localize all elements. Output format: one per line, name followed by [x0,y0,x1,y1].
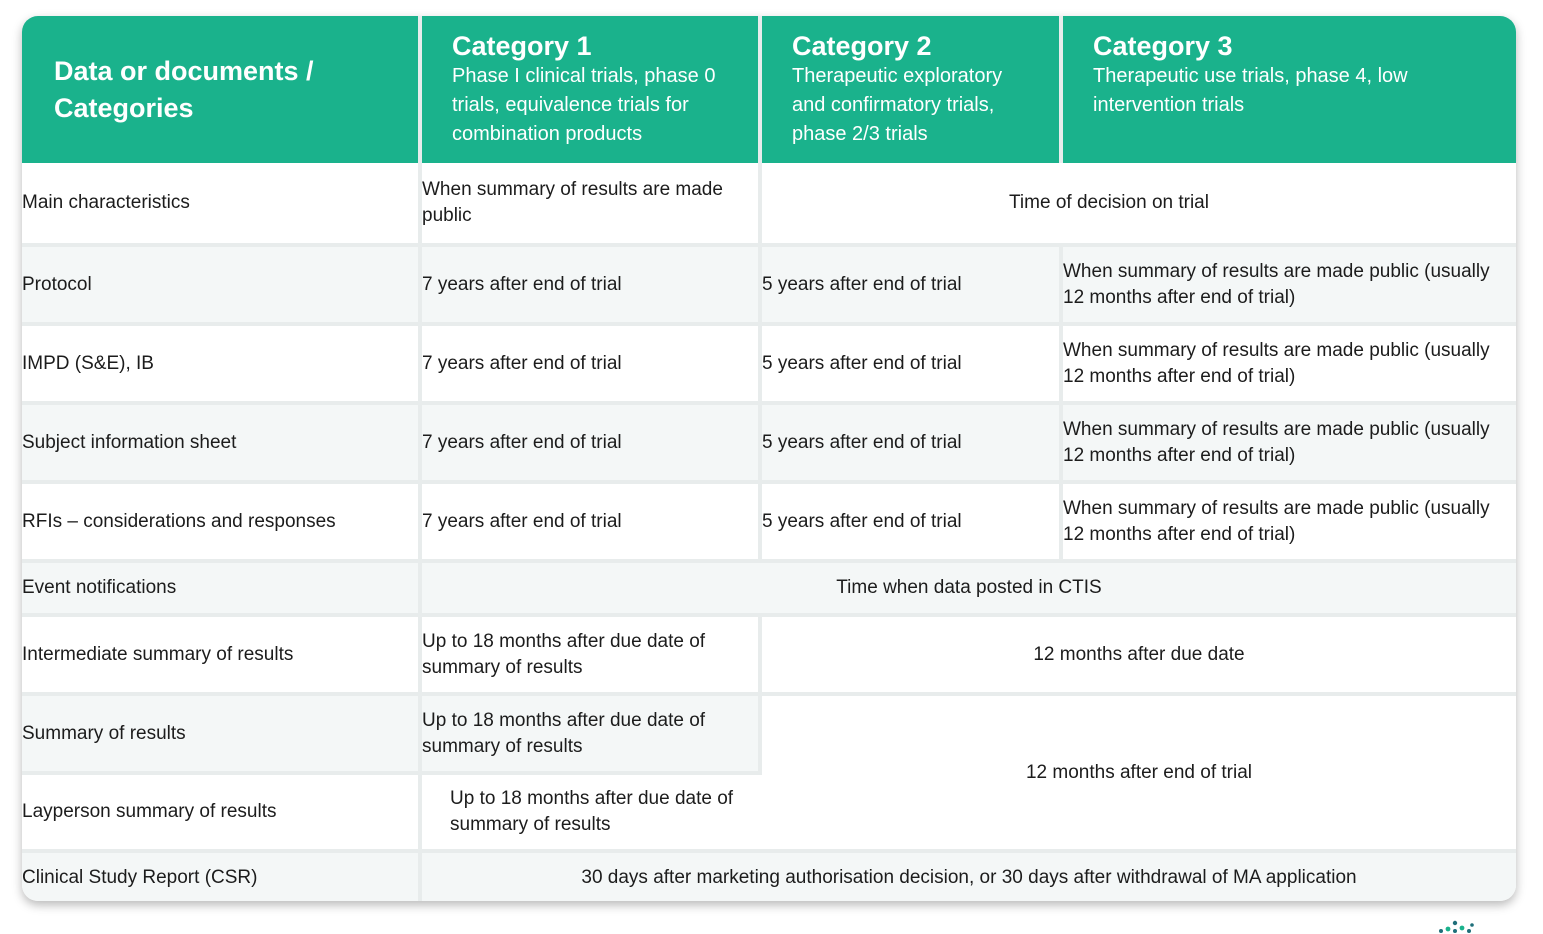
table-row-protocol [22,245,1516,324]
cell-cat23 [760,163,1516,245]
cell-cat1: 7 years after end of trial [420,324,760,403]
cell-cat3: When summary of results are made public (usually 12 months after end of trial) [1061,482,1516,561]
row-label: Layperson summary of results [22,773,420,851]
retention-table-card [22,16,1516,901]
cell-cat2: 5 years after end of trial [760,245,1061,324]
row-label: IMPD (S&E), IB [22,324,420,403]
table-row-main-characteristics [22,163,1516,245]
header-category-3 [1061,16,1516,163]
cell-cat23-merged: 12 months after end of trial [760,694,1516,851]
row-label: Event notifications [22,561,420,615]
cell-cat1: Up to 18 months after due date of summary of results [420,615,760,694]
category-3-title: Category 3 [1093,31,1233,61]
publication-timing-table [22,16,1516,901]
cell-cat1: 7 years after end of trial [420,403,760,482]
row-label: Intermediate summary of results [22,615,420,694]
cell-all-categories: 30 days after marketing authorisation decision, or 30 days after withdrawal of MA application [420,851,1516,901]
category-2-subtitle: Therapeutic exploratory and confirmatory trials, phase 2/3 trials [792,65,1003,145]
table-row-event-notifications [22,561,1516,615]
category-3-subtitle: Therapeutic use trials, phase 4, low intervention trials [1093,65,1408,116]
cell-cat1: Up to 18 months after due date of summary of results [420,694,760,773]
cell-all-categories: Time when data posted in CTIS [420,561,1516,615]
cell-cat1: When summary of results are made public [420,163,760,245]
table-row-impd [22,324,1516,403]
row-label: Protocol [22,245,420,324]
cell-cat2: 5 years after end of trial [760,324,1061,403]
category-2-title: Category 2 [792,31,932,61]
table-row-subject-information [22,403,1516,482]
table-row-csr [22,851,1516,901]
header-categories-label [22,16,420,163]
cell-cat23: 12 months after due date [760,615,1516,694]
row-label: Subject information sheet [22,403,420,482]
cell-cat1: 7 years after end of trial [420,245,760,324]
table-row-summary-of-results [22,694,1516,773]
cell-cat2: 5 years after end of trial [760,482,1061,561]
cell-cat3: When summary of results are made public (usually 12 months after end of trial) [1061,245,1516,324]
row-label: Clinical Study Report (CSR) [22,851,420,901]
table-header-row [22,16,1516,163]
row-label: Main characteristics [22,163,420,245]
dots-logo-icon [1438,918,1478,934]
cell-cat3: When summary of results are made public (usually 12 months after end of trial) [1061,324,1516,403]
cell-cat1: Up to 18 months after due date of summary of results [420,773,760,851]
header-category-2 [760,16,1061,163]
table-row-rfis [22,482,1516,561]
row-label: Summary of results [22,694,420,773]
header-col0-text: Data or documents / Categories [54,55,314,123]
category-1-title: Category 1 [452,31,592,61]
cell-cat2: 5 years after end of trial [760,403,1061,482]
cell-cat3: When summary of results are made public (usually 12 months after end of trial) [1061,403,1516,482]
table-row-intermediate-summary [22,615,1516,694]
category-1-subtitle: Phase I clinical trials, phase 0 trials, equivalence trials for combination products [452,65,716,145]
cell-cat23-text: Time of decision on trial [1009,192,1209,213]
row-label: RFIs – considerations and responses [22,482,420,561]
header-category-1 [420,16,760,163]
cell-cat1: 7 years after end of trial [420,482,760,561]
